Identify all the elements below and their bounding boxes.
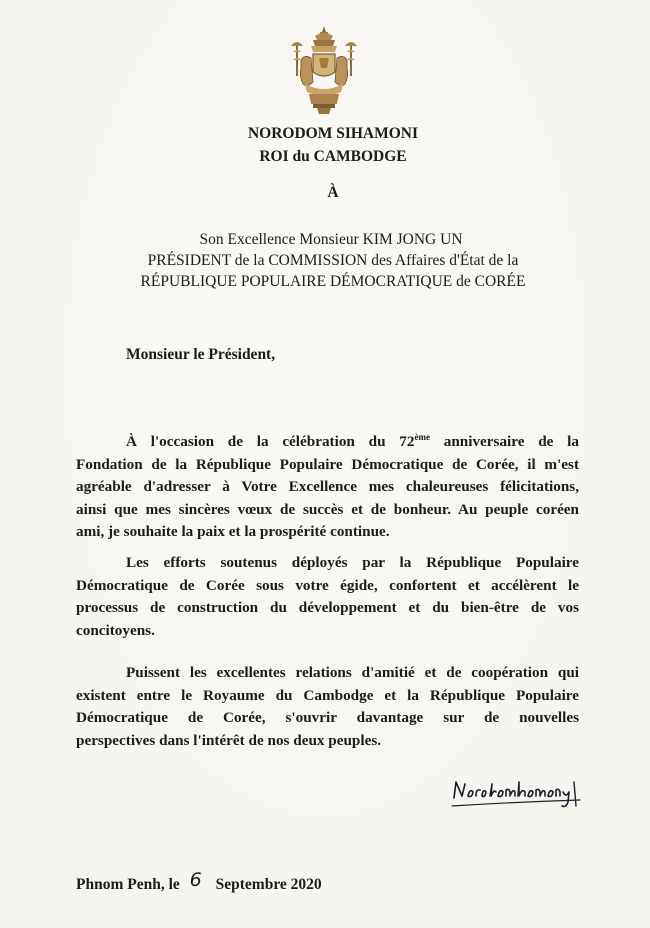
paragraph-1-line-1: À l'occasion de la célébration du 72ème anniversaire de la <box>126 432 580 450</box>
sender-name: NORODOM SIHAMONI <box>247 125 419 142</box>
handwritten-signature-icon <box>446 776 586 814</box>
date-day-handwritten: 6 <box>189 869 202 891</box>
paragraph-3-line-3: Démocratique de Corée, s'ouvrir davantage sur de nouvelles <box>76 709 579 726</box>
paragraph-3-line-4: perspectives dans l'intérêt de nos deux peuples. <box>76 731 382 749</box>
addressee-preposition: À <box>327 184 339 201</box>
paragraph-1 <box>76 431 579 544</box>
paragraph-1-line-3: agréable d'adresser à Votre Excellence mes chaleureuses félicitations, <box>76 478 579 495</box>
paragraph-2-line-3: processus de construction du développement et du bien-être de vos <box>76 599 579 616</box>
paragraph-3-line-2: existent entre le Royaume du Cambodge et la République Populaire <box>76 686 579 704</box>
paragraph-2-line-4: concitoyens. <box>76 621 155 639</box>
recipient-line-3: RÉPUBLIQUE POPULAIRE DÉMOCRATIQUE de CORÉE <box>140 273 526 290</box>
cambodian-royal-arms-emblem-icon <box>283 24 365 116</box>
place-and-date <box>76 869 322 894</box>
place-label: Phnom Penh, le <box>76 876 180 893</box>
paragraph-1-line-4: ainsi que mes sincères vœux de succès et de bonheur. Au peuple coréen <box>76 500 579 518</box>
date-month-year: Septembre 2020 <box>215 876 322 893</box>
salutation: Monsieur le Président, <box>126 346 276 363</box>
paragraph-1-line-2: Fondation de la République Populaire Démocratique de Corée, il m'est <box>76 455 579 473</box>
paragraph-3 <box>76 662 579 752</box>
recipient-line-2: PRÉSIDENT de la COMMISSION des Affaires d'État de la <box>147 252 519 269</box>
paragraph-1-line-5: ami, je souhaite la paix et la prospérité continue. <box>76 523 390 540</box>
paragraph-2-line-1: Les efforts soutenus déployés par la République Populaire <box>126 554 579 571</box>
paragraph-2 <box>76 552 579 642</box>
recipient-line-1: Son Excellence Monsieur KIM JONG UN <box>199 231 463 248</box>
paragraph-2-line-2: Démocratique de Corée sous votre égide, confortent et accélèrent le <box>76 576 579 594</box>
sender-title: ROI du CAMBODGE <box>259 148 407 165</box>
paragraph-3-line-1: Puissent les excellentes relations d'amitié et de coopération qui <box>126 664 579 681</box>
